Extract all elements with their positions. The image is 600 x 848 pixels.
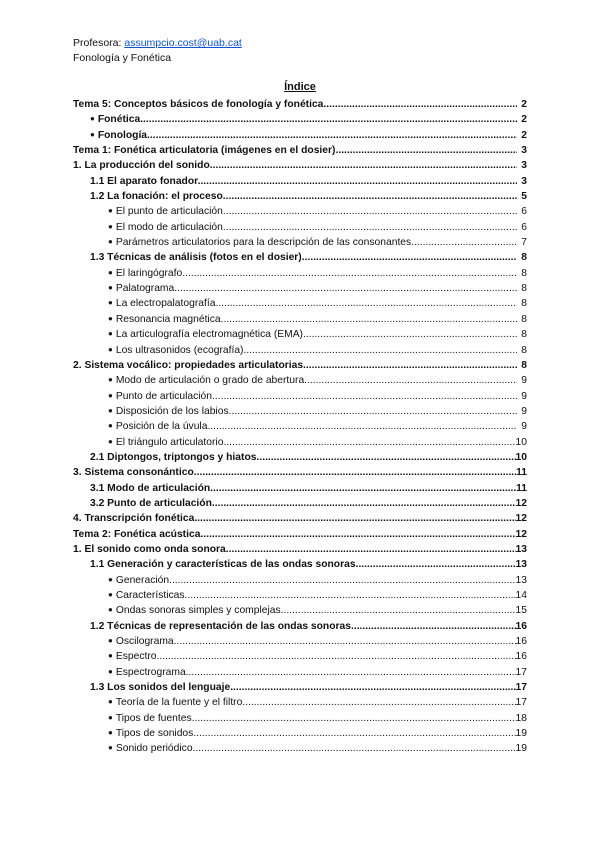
toc-entry-text: 3.2 Punto de articulación — [90, 497, 212, 509]
toc-entry-title — [73, 435, 517, 450]
toc-entry[interactable] — [73, 588, 527, 603]
toc-entry-title — [73, 481, 517, 496]
bullet-icon: ● — [108, 651, 113, 661]
toc-entry-text: El punto de articulación — [115, 206, 223, 218]
toc-entry[interactable] — [73, 619, 527, 634]
toc-entry-title — [73, 711, 517, 726]
toc-entry-text: Teoría de la fuente y el filtro — [115, 697, 243, 709]
toc-page-number: 17 — [516, 695, 527, 710]
toc-entry[interactable] — [73, 496, 527, 511]
bullet-icon: ● — [108, 329, 113, 339]
bullet-icon: ● — [108, 313, 113, 323]
bullet-icon: ● — [108, 574, 113, 584]
toc-entry-text: Ondas sonoras simples y complejas — [115, 605, 281, 617]
toc-page-number: 9 — [521, 404, 527, 419]
toc-entry[interactable] — [73, 220, 527, 235]
toc-entry-title — [73, 373, 517, 388]
toc-page-number: 17 — [516, 680, 527, 695]
toc-entry[interactable] — [73, 603, 527, 618]
toc-entry-text: Características — [115, 590, 185, 601]
toc-page-number: 12 — [516, 496, 527, 511]
toc-page-number: 8 — [521, 250, 527, 265]
toc-page-number: 8 — [521, 327, 527, 342]
toc-entry-title — [73, 128, 517, 143]
toc-entry-text: 1.1 El aparato fonador. — [90, 175, 201, 187]
bullet-icon: ● — [108, 697, 113, 707]
toc-entry-title — [73, 588, 517, 603]
toc-page-number: 3 — [521, 174, 527, 189]
toc-entry-text: 3.1 Modo de articulación. — [90, 482, 214, 494]
toc-entry[interactable] — [73, 97, 527, 112]
toc-page-number: 13 — [516, 542, 527, 557]
toc-entry[interactable] — [73, 527, 527, 542]
toc-entry-text: Fonética — [97, 114, 141, 126]
toc-entry[interactable] — [73, 680, 527, 695]
toc-entry[interactable] — [73, 204, 527, 219]
toc-page-number: 13 — [516, 557, 527, 572]
toc-entry-text: 1.2 La fonación: el proceso. — [90, 191, 226, 203]
bullet-icon: ● — [108, 605, 113, 615]
toc-entry-title — [73, 680, 517, 695]
toc-page-number: 12 — [516, 527, 527, 542]
toc-entry-text: Oscilograma — [115, 636, 174, 648]
toc-entry-title — [73, 634, 517, 649]
toc-page-number: 18 — [516, 711, 527, 726]
toc-entry-text: 1.1 Generación y características de las ondas sonoras. — [90, 559, 359, 571]
toc-entry-title — [73, 97, 517, 112]
toc-page-number: 8 — [521, 358, 527, 373]
toc-entry[interactable] — [73, 726, 527, 741]
bullet-icon: ● — [108, 267, 113, 277]
professor-label: Profesora: — [73, 37, 125, 49]
toc-entry[interactable] — [73, 557, 527, 572]
toc-entry-title — [73, 419, 517, 434]
toc-page-number: 19 — [516, 741, 527, 756]
bullet-icon: ● — [108, 206, 113, 216]
toc-page-number: 12 — [516, 511, 527, 526]
toc-entry[interactable] — [73, 665, 527, 680]
bullet-icon: ● — [108, 405, 113, 415]
toc-entry[interactable] — [73, 542, 527, 557]
toc-entry[interactable] — [73, 695, 527, 710]
table-of-contents — [73, 97, 527, 757]
toc-page-number: 13 — [516, 573, 527, 588]
toc-entry[interactable] — [73, 281, 527, 296]
toc-entry-title — [73, 220, 517, 235]
toc-entry-text: Palatograma — [115, 283, 175, 295]
toc-entry-text: Generación — [115, 574, 170, 586]
toc-entry-text: El triángulo articulatorio — [115, 436, 224, 448]
toc-entry-title — [73, 389, 517, 404]
toc-entry-title — [73, 649, 517, 664]
toc-page-number: 16 — [516, 649, 527, 664]
toc-entry-title — [73, 619, 517, 634]
bullet-icon: ● — [108, 344, 113, 354]
index-title: Índice — [284, 81, 316, 93]
bullet-icon: ● — [90, 129, 95, 139]
toc-entry-text: 1. El sonido como onda sonora — [73, 543, 226, 555]
toc-entry[interactable] — [73, 358, 527, 373]
toc-entry[interactable] — [73, 112, 527, 127]
toc-entry-title — [73, 741, 517, 756]
toc-page-number: 8 — [521, 296, 527, 311]
toc-page-number: 17 — [516, 665, 527, 680]
toc-page-number: 3 — [521, 143, 527, 158]
toc-entry-title — [73, 542, 517, 557]
toc-entry[interactable] — [73, 404, 527, 419]
toc-entry-text: Punto de articulación — [115, 390, 213, 402]
toc-entry-text: 1.2 Técnicas de representación de las ondas sonoras — [90, 620, 351, 632]
toc-entry-title — [73, 665, 517, 680]
toc-entry-text: 4. Transcripción fonética — [73, 513, 195, 525]
toc-page-number: 14 — [516, 588, 527, 603]
toc-entry-text: Los ultrasonidos (ecografía) — [115, 344, 244, 356]
toc-entry-title — [73, 603, 517, 618]
toc-entry-title — [73, 158, 517, 173]
toc-entry-title — [73, 281, 517, 296]
toc-entry[interactable] — [73, 634, 527, 649]
toc-page-number: 6 — [521, 204, 527, 219]
toc-entry-title — [73, 450, 517, 465]
toc-page-number: 11 — [516, 465, 527, 480]
toc-entry[interactable] — [73, 649, 527, 664]
toc-entry[interactable] — [73, 741, 527, 756]
toc-page-number: 11 — [516, 481, 527, 496]
professor-line — [73, 36, 242, 51]
toc-entry-text: 1.3 Técnicas de análisis (fotos en el dosier) — [90, 252, 302, 264]
toc-entry-title — [73, 726, 517, 741]
bullet-icon: ● — [108, 421, 113, 431]
bullet-icon: ● — [108, 436, 113, 446]
toc-entry-text: Espectro — [115, 651, 157, 663]
toc-entry[interactable] — [73, 266, 527, 281]
toc-entry-title — [73, 143, 517, 158]
toc-entry[interactable] — [73, 450, 527, 465]
toc-entry[interactable] — [73, 143, 527, 158]
toc-entry[interactable] — [73, 235, 527, 250]
toc-page-number: 7 — [521, 235, 527, 250]
toc-page-number: 10 — [516, 450, 527, 465]
toc-entry-text: Fonología — [97, 129, 148, 141]
toc-entry-text: La articulografía electromagnética (EMA). — [115, 329, 306, 341]
toc-entry-title — [73, 189, 517, 204]
bullet-icon: ● — [108, 283, 113, 293]
bullet-icon: ● — [90, 114, 95, 124]
toc-entry-text: Posición de la úvula — [115, 421, 208, 433]
toc-entry[interactable] — [73, 327, 527, 342]
toc-entry[interactable] — [73, 250, 527, 265]
toc-page-number: 10 — [516, 435, 527, 450]
toc-entry-title — [73, 496, 517, 511]
toc-entry-title — [73, 312, 517, 327]
bullet-icon: ● — [108, 666, 113, 676]
toc-entry-text: Tema 5: Conceptos básicos de fonología y fonética — [73, 99, 324, 110]
toc-entry-title — [73, 527, 517, 542]
bullet-icon: ● — [108, 390, 113, 400]
toc-page-number: 5 — [521, 189, 527, 204]
toc-entry[interactable] — [73, 174, 527, 189]
toc-entry-title — [73, 235, 517, 250]
toc-page-number: 8 — [521, 343, 527, 358]
toc-entry-title — [73, 296, 517, 311]
bullet-icon: ● — [108, 375, 113, 385]
toc-entry-title — [73, 250, 517, 265]
toc-entry[interactable] — [73, 189, 527, 204]
toc-page-number: 2 — [521, 97, 527, 112]
toc-entry-text: Espectrograma — [115, 666, 186, 678]
toc-entry-title — [73, 404, 517, 419]
toc-page-number: 9 — [521, 419, 527, 434]
toc-entry-text: Parámetros articulatorios para la descripción de las consonantes — [115, 237, 412, 249]
toc-entry[interactable] — [73, 158, 527, 173]
toc-entry-text: El laringógrafo — [115, 267, 183, 279]
bullet-icon: ● — [108, 712, 113, 722]
toc-entry[interactable] — [73, 343, 527, 358]
toc-entry[interactable] — [73, 419, 527, 434]
toc-entry-title — [73, 573, 517, 588]
toc-entry-title — [73, 204, 517, 219]
course-title: Fonología y Fonética — [73, 52, 172, 64]
toc-entry[interactable] — [73, 312, 527, 327]
bullet-icon: ● — [108, 221, 113, 231]
toc-entry-text: La electropalatografía — [115, 298, 216, 310]
toc-entry-title — [73, 266, 517, 281]
bullet-icon: ● — [108, 237, 113, 247]
toc-entry-text: Resonancia magnética — [115, 313, 221, 325]
toc-entry-title — [73, 465, 517, 480]
toc-page-number: 19 — [516, 726, 527, 741]
toc-entry-title — [73, 511, 517, 526]
toc-page-number: 16 — [516, 619, 527, 634]
toc-entry-text: Tema 2: Fonética acústica — [73, 528, 201, 540]
toc-page-number: 8 — [521, 312, 527, 327]
bullet-icon: ● — [108, 636, 113, 646]
toc-page-number: 9 — [521, 373, 527, 388]
document-header — [73, 36, 242, 66]
toc-entry[interactable] — [73, 435, 527, 450]
bullet-icon: ● — [108, 743, 113, 753]
toc-entry-text: 2.1 Diptongos, triptongos y hiatos — [90, 451, 257, 463]
toc-entry-text: 1.3 Los sonidos del lenguaje — [90, 682, 231, 694]
toc-entry-text: Sonido periódico — [115, 743, 193, 755]
toc-entry-title — [73, 343, 517, 358]
toc-entry-title — [73, 695, 517, 710]
toc-page-number: 3 — [521, 158, 527, 173]
toc-entry-text: Tipos de fuentes — [115, 712, 192, 724]
toc-entry-text: El modo de articulación — [115, 221, 223, 233]
toc-entry-text: Tema 1: Fonética articulatoria (imágenes en el dosier) — [73, 145, 336, 157]
toc-entry-title — [73, 327, 517, 342]
bullet-icon: ● — [108, 590, 113, 599]
toc-entry[interactable] — [73, 389, 527, 404]
toc-page-number: 2 — [521, 128, 527, 143]
toc-entry[interactable] — [73, 481, 527, 496]
bullet-icon: ● — [108, 728, 113, 738]
toc-entry[interactable] — [73, 373, 527, 388]
toc-page-number: 15 — [516, 603, 527, 618]
toc-entry-title — [73, 358, 517, 373]
toc-page-number: 6 — [521, 220, 527, 235]
professor-email-link[interactable]: assumpcio.cost@uab.cat — [124, 37, 242, 49]
toc-entry-text: 2. Sistema vocálico: propiedades articulatorias. — [73, 359, 306, 371]
toc-entry[interactable] — [73, 465, 527, 480]
toc-page-number: 16 — [516, 634, 527, 649]
toc-page-number: 9 — [521, 389, 527, 404]
toc-entry-text: Disposición de los labios — [115, 405, 229, 417]
toc-entry-text: 3. Sistema consonántico — [73, 467, 194, 479]
toc-entry[interactable] — [73, 296, 527, 311]
toc-entry[interactable] — [73, 573, 527, 588]
toc-entry-text: 1. La producción del sonido — [73, 160, 210, 172]
toc-entry[interactable] — [73, 128, 527, 143]
toc-entry-text: Modo de articulación o grado de abertura — [115, 375, 305, 387]
toc-entry-title — [73, 174, 517, 189]
toc-entry-text: Tipos de sonidos — [115, 728, 194, 740]
toc-entry[interactable] — [73, 511, 527, 526]
toc-entry-title — [73, 112, 517, 127]
toc-entry[interactable] — [73, 711, 527, 726]
toc-page-number: 8 — [521, 266, 527, 281]
toc-entry-title — [73, 557, 517, 572]
toc-page-number: 2 — [521, 112, 527, 127]
toc-page-number: 8 — [521, 281, 527, 296]
bullet-icon: ● — [108, 298, 113, 308]
